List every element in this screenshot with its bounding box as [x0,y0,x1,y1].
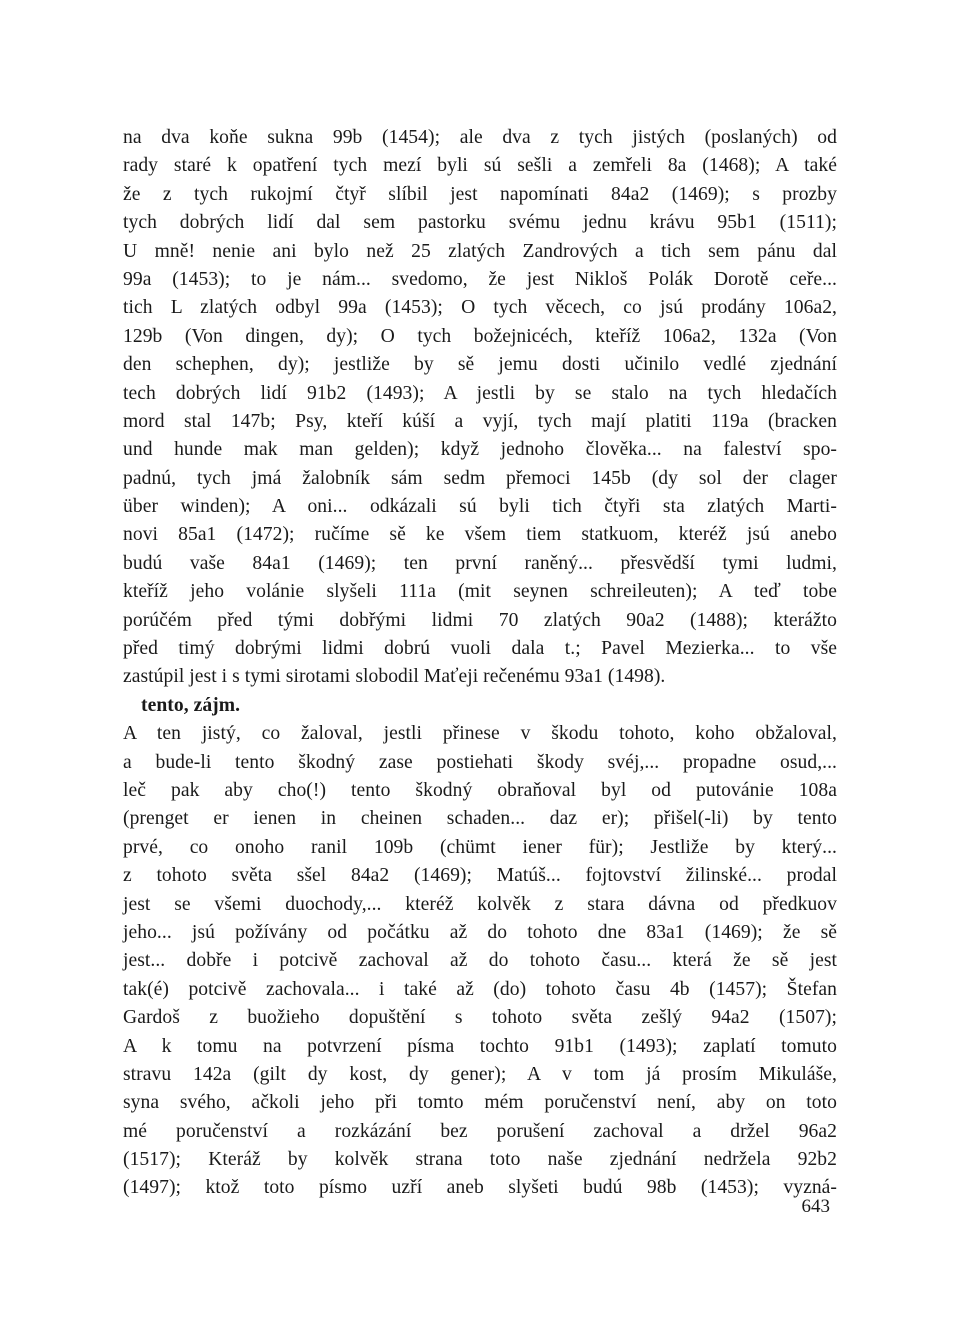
text-line: jeho... jsú požívány od počátku až do tohoto dne 83a1 (1469); že sě [123,921,837,943]
text-line: A k tomu na potvrzení písma tochto 91b1 (1493); zaplatí tomuto [123,1035,837,1057]
entry-tento [123,692,837,1203]
text-line: A ten jistý, co žaloval, jestli přinese v škodu tohoto, koho obžaloval, [123,723,837,745]
text-line: über winden); A oni... odkázali sú byli tich čtyři sta zlatých Marti- [123,496,837,518]
text-line: U mně! nenie ani bylo než 25 zlatých Zandrových a tich sem pánu dal [123,240,837,262]
page-number: 643 [801,1196,830,1217]
text-line: (1497); ktož toto písmo uzří aneb slyšeti budú 98b (1453); vyzná- [123,1177,837,1199]
text-line: Gardoš z buožieho dopuštění s tohoto světa zešlý 94a2 (1507); [123,1007,837,1029]
text-line: prvé, co onoho ranil 109b (chümt iener für); Jestliže by který... [123,836,837,858]
text-line: budú vaše 84a1 (1469); ten první raněný... přesvědší tymi ludmi, [123,552,837,574]
text-line: před timý dobrými lidmi dobrú vuoli dala t.; Pavel Mezierka... to vše [123,638,837,660]
text-line: stravu 142a (gilt dy kost, dy gener); A v tom já prosím Mikuláše, [123,1063,837,1085]
text-line: 99a (1453); to je nám... svedomo, že jest Nikloš Polák Dorotě ceře... [123,268,837,290]
text-line: leč pak aby cho(!) tento škodný obraňoval byl od putovánie 108a [123,779,837,801]
text-line: mé poručenství a rozkázání bez porušení zachoval a držel 96a2 [123,1120,837,1142]
text-line: tich L zlatých odbyl 99a (1453); O tych věcech, co jsú prodány 106a2, [123,297,837,319]
entry-continuation [123,124,837,692]
dictionary-page-body [123,124,837,1203]
text-line: den schephen, dy); jestliže by sě jemu dosti učinilo vedlé zjednání [123,354,837,376]
text-line: a bude-li tento škodný zase postiehati škody svéj,... propadne osud,... [123,751,837,773]
text-line: mord stal 147b; Psy, kteří kúší a vyjí, tych mají platiti 119a (bracken [123,410,837,432]
text-line: z tohoto světa sšel 84a2 (1469); Matúš... fojtovství žilinské... prodal [123,865,837,887]
text-line: (prenget er ienen in cheinen schaden... daz er); přišel(-li) by tento [123,808,837,830]
text-line: rady staré k opatření tych mezí byli sú sešli a zemřeli 8a (1468); A také [123,155,837,177]
text-line: kteříž jeho volánie slyšeli 111a (mit seynen schreileuten); A teď tobe [123,581,837,603]
text-line: novi 85a1 (1472); ručíme sě ke všem tiem statkuom, kteréž jsú anebo [123,524,837,546]
text-line: 129b (Von dingen, dy); O tych božejnicéch, kteříž 106a2, 132a (Von [123,325,837,347]
text-line: jest... dobře i potcivě zachoval až do tohoto času... která že sě jest [123,950,837,972]
text-line: syna svého, ačkoli jeho při tomto mém poručenství není, aby on toto [123,1092,837,1114]
text-line: (1517); Kteráž by kolvěk strana toto naše zjednání nedržela 92b2 [123,1149,837,1171]
text-line: porúčém před tými dobřými lidmi 70 zlatých 90a2 (1488); kterážto [123,609,837,631]
text-line: tak(é) potcivě zachovala... i také až (do) tohoto času 4b (1457); Štefan [123,978,837,1000]
text-line: und hunde mak man gelden); když jednoho člověka... na faleství spo- [123,439,837,461]
entry-heading: tento, zájm. [141,694,241,716]
text-line: padnú, tych jmá žalobník sám sedm přemoci 145b (dy sol der clager [123,467,837,489]
text-line: tych dobrých lidí dal sem pastorku svému jednu krávu 95b1 (1511); [123,212,837,234]
text-line: že z tych rukojmí čtyř slíbil jest napomínati 84a2 (1469); s prozby [123,183,837,205]
text-line: zastúpil jest i s tymi sirotami slobodil Maťeji rečenému 93a1 (1498). [123,666,666,688]
text-line: na dva koňe sukna 99b (1454); ale dva z tych jistých (poslaných) od [123,127,837,148]
text-line: tech dobrých lidí 91b2 (1493); A jestli by se stalo na tych hledačích [123,382,837,404]
text-line: jest se všemi duochody,... kteréž kolvěk z stara dávna od předkuov [123,893,837,915]
